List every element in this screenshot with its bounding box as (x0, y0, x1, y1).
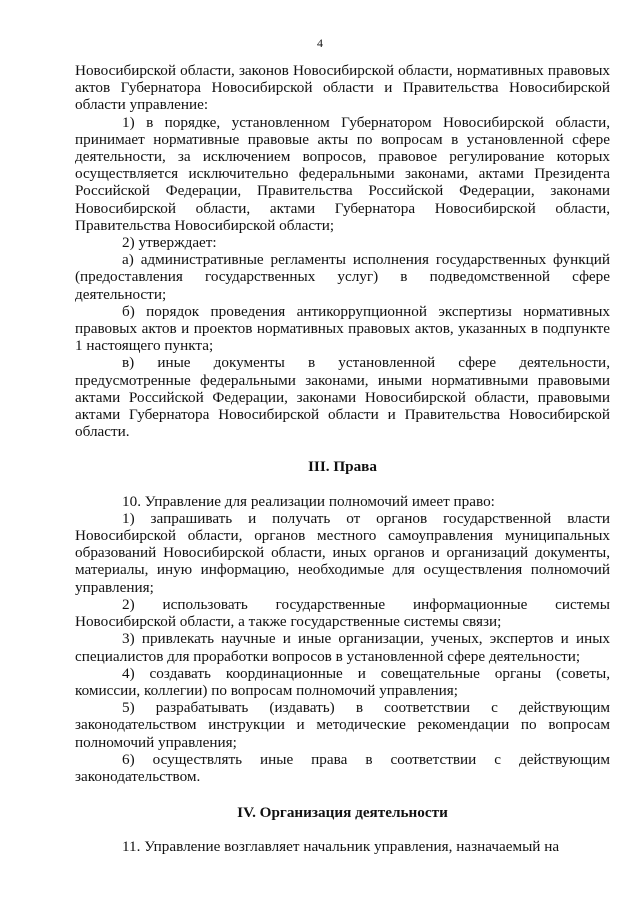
paragraph-item-2a: а) административные регламенты исполнения государственных функций (предоставления государственных услуг) в подведомственной сфере деятельности; (75, 251, 610, 303)
paragraph-org-11: 11. Управление возглавляет начальник управления, назначаемый на (122, 838, 560, 856)
paragraph-rights-intro: 10. Управление для реализации полномочий имеет право: (122, 492, 495, 510)
section-heading-organization: IV. Организация деятельности (237, 804, 448, 822)
paragraph-right-4: 4) создавать координационные и совещательные органы (советы, комиссии, коллегии) по вопросам полномочий управления; (75, 664, 610, 699)
paragraph-right-1: 1) запрашивать и получать от органов государственной власти Новосибирской области, органов местного самоуправления муниципальных образований Новосибирской области, иных органов и организаций документы, материалы, иную информацию, необходимые для осуществления полномочий управления; (75, 509, 610, 596)
paragraph-right-3: 3) привлекать научные и иные организации, ученых, экспертов и иных специалистов для проработки вопросов в установленной сфере деятельности; (75, 630, 610, 665)
paragraph-continuation: Новосибирской области, законов Новосибирской области, нормативных правовых актов Губернатора Новосибирской области и Правительства Новосибирской области управление: (75, 62, 610, 114)
paragraph-right-2: 2) использовать государственные информационные системы Новосибирской области, а также государственные системы связи; (75, 595, 610, 631)
paragraph-right-6: 6) осуществлять иные права в соответствии с действующим законодательством. (75, 750, 610, 785)
page-number: 4 (317, 36, 323, 50)
paragraph-item-1: 1) в порядке, установленном Губернатором Новосибирской области, принимает нормативные правовые акты по вопросам в установленной сфере деятельности, за исключением вопросов, правовое регулирование которых осуществляется исключительно федеральными законами, актами Президента Российской Федерации, Правительства Российской Федерации, законами Новосибирской области, актами Губернатора Новосибирской области, Правительства Новосибирской области; (75, 113, 610, 234)
paragraph-item-2c: в) иные документы в установленной сфере деятельности, предусмотренные федеральными законами, иными нормативными правовыми актами Российской Федерации, законами Новосибирской области, правовыми актами Губернатора Новосибирской области и Правительства Новосибирской области. (75, 354, 610, 441)
paragraph-item-2b: б) порядок проведения антикоррупционной экспертизы нормативных правовых актов и проектов нормативных правовых актов, указанных в подпункте 1 настоящего пункта; (75, 302, 610, 355)
document-body (75, 62, 610, 856)
paragraph-right-5: 5) разрабатывать (издавать) в соответствии с действующим законодательством инструкции и методические рекомендации по вопросам полномочий управления; (75, 699, 610, 751)
section-heading-rights: III. Права (308, 458, 377, 476)
paragraph-item-2: 2) утверждает: (122, 234, 217, 252)
